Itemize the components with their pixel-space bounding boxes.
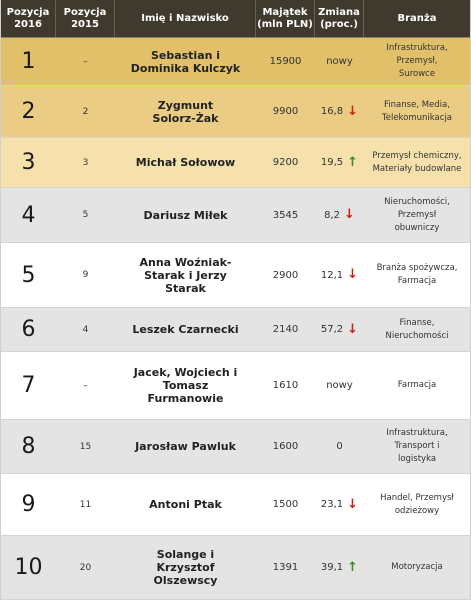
assets-value: 9900 [272, 106, 299, 117]
rank-2016: 1 [21, 49, 36, 74]
industry [364, 474, 470, 535]
table-row [1, 243, 470, 308]
change-value: 12,1 [320, 269, 344, 281]
industry [364, 243, 470, 307]
header-rank-2016 [1, 0, 56, 37]
rank-2015: 20 [79, 562, 92, 573]
rank-2016: 9 [21, 492, 36, 517]
industry-line: Finanse, Nieruchomości [385, 317, 449, 341]
assets-value: 2900 [272, 269, 299, 281]
person-name-line: Sebastian i [150, 48, 221, 62]
table-row [1, 352, 470, 420]
industry-line: obuwniczy [394, 222, 440, 233]
person-name [115, 474, 256, 535]
assets-value: 1500 [272, 499, 299, 510]
arrow-down-icon: ↓ [347, 267, 359, 282]
rank-2015: 4 [82, 324, 89, 335]
industry [364, 420, 470, 473]
arrow-up-icon: ↑ [347, 559, 359, 575]
person-name-line: Anna Woźniak- [139, 255, 232, 269]
header-change [315, 0, 364, 37]
rank-2015: – [83, 380, 88, 391]
arrow-down-icon: ↓ [347, 496, 359, 512]
rank-2016: 6 [21, 317, 36, 342]
industry [364, 308, 470, 351]
assets-value: 2140 [272, 324, 299, 335]
change-cell [315, 420, 364, 473]
arrow-up-icon: ↑ [347, 154, 359, 170]
change-value: nowy [326, 380, 353, 391]
header-assets-line-2: (mln PLN) [257, 18, 313, 30]
rank-2016: 3 [21, 150, 36, 175]
person-name-line: Michał Sołowow [135, 156, 236, 169]
change-value: 0 [336, 441, 343, 452]
rank-2016: 7 [21, 373, 36, 398]
industry-line: Branża spożywcza, [376, 263, 458, 273]
person-name [115, 138, 256, 187]
header-name: Imię i Nazwisko [115, 0, 256, 37]
assets-value: 15900 [269, 56, 302, 67]
rank-2015: 9 [82, 270, 89, 280]
assets-value: 1391 [272, 562, 299, 573]
table-row [1, 536, 470, 600]
person-name-line: Solorz-Żak [152, 111, 219, 125]
person-name-line: Olszewscy [153, 574, 218, 587]
rank-2015: 15 [79, 441, 92, 452]
assets-value: 9200 [272, 157, 299, 168]
industry-line: Motoryzacja [391, 562, 443, 572]
industry-line: Finanse, Media, [384, 99, 450, 110]
person-name [115, 243, 256, 307]
industry-line: Farmacja [397, 276, 437, 286]
change-cell [315, 474, 364, 535]
industry-line: Infrastruktura, Przemysł, [386, 43, 448, 66]
header-rank-2016-line-2: 2016 [14, 18, 42, 30]
header-industry: Branża [397, 12, 437, 24]
change-value: 8,2 [324, 209, 340, 221]
table-row [1, 308, 470, 352]
change-value: 16,8 [320, 106, 344, 117]
industry [364, 536, 470, 599]
person-name-line: Furmanowie [147, 392, 224, 405]
table-row [1, 420, 470, 474]
header-assets [256, 0, 315, 37]
person-name [115, 86, 256, 137]
industry [364, 86, 470, 137]
rank-2016: 10 [14, 555, 43, 580]
industry-line: Handel, Przemysł [380, 492, 454, 503]
table-row [1, 86, 470, 138]
person-name-line: Antoni Ptak [149, 498, 222, 511]
person-name [115, 536, 256, 599]
person-name [115, 420, 256, 473]
person-name [115, 188, 256, 242]
person-name-line: Dariusz Miłek [143, 208, 228, 222]
rank-2015: 11 [79, 499, 92, 510]
change-value: 57,2 [320, 324, 344, 335]
rank-2015: 2 [82, 106, 89, 117]
header-rank-2015-line-1: Pozycja [63, 6, 107, 18]
industry-line: Telekomunikacja [381, 112, 453, 123]
person-name-line: Zygmunt [157, 98, 214, 112]
header-rank-2016-line-1: Pozycja [6, 6, 50, 18]
industry-line: Materiały budowlane [372, 163, 462, 174]
arrow-down-icon: ↓ [347, 321, 359, 337]
table-row [1, 188, 470, 243]
rank-2016: 4 [21, 202, 36, 228]
rank-2016: 8 [21, 434, 36, 459]
person-name-line: Dominika Kulczyk [130, 61, 241, 75]
industry [364, 352, 470, 419]
industry-line: Nieruchomości, Przemysł [384, 196, 450, 220]
industry-line: Przemysł chemiczny, [372, 150, 462, 161]
table-row [1, 138, 470, 188]
change-cell [315, 138, 364, 187]
header-change-line-2: (proc.) [320, 18, 358, 30]
change-value: nowy [326, 56, 353, 67]
person-name [115, 352, 256, 419]
industry [364, 138, 470, 187]
table-row [1, 474, 470, 536]
header-rank-2015-line-2: 2015 [71, 18, 99, 30]
arrow-down-icon: ↓ [347, 103, 359, 119]
assets-value: 1610 [272, 380, 299, 391]
change-cell [315, 86, 364, 137]
header-assets-line-1: Majątek [262, 6, 308, 18]
person-name [115, 38, 256, 85]
industry-line: Infrastruktura, Transport i [386, 428, 448, 451]
industry [364, 38, 470, 85]
person-name-line: Tomasz [162, 379, 209, 392]
rank-2015: – [83, 56, 88, 67]
person-name-line: Jacek, Wojciech i [133, 366, 238, 379]
person-name-line: Starak i Jerzy [144, 268, 227, 282]
person-name-line: Leszek Czarnecki [132, 323, 239, 336]
person-name-line: Jarosław Pawluk [135, 440, 236, 453]
person-name [115, 308, 256, 351]
change-value: 19,5 [320, 157, 344, 168]
change-cell [315, 536, 364, 599]
person-name-line: Krzysztof [156, 561, 215, 574]
assets-value: 1600 [272, 441, 299, 452]
change-cell [315, 188, 364, 242]
change-cell [315, 243, 364, 307]
table-header [1, 0, 470, 38]
person-name-line: Solange i [156, 548, 215, 561]
rank-2016: 5 [21, 262, 36, 288]
change-cell [315, 308, 364, 351]
change-cell [315, 352, 364, 419]
table-body [1, 38, 470, 600]
assets-value: 3545 [272, 209, 299, 221]
header-change-line-1: Zmiana [318, 6, 360, 18]
industry-line: Farmacja [397, 380, 437, 390]
rank-2015: 5 [82, 210, 89, 220]
industry [364, 188, 470, 242]
industry-line: logistyka [397, 454, 437, 464]
industry-line: odzieżowy [394, 505, 440, 516]
change-value: 39,1 [320, 562, 344, 573]
table-row [1, 38, 470, 86]
industry-line: Surowce [398, 69, 436, 79]
change-cell [315, 38, 364, 85]
person-name-line: Starak [165, 281, 206, 295]
header-rank-2015 [56, 0, 115, 37]
rank-2015: 3 [82, 157, 89, 168]
change-value: 23,1 [320, 499, 344, 510]
rank-2016: 2 [21, 99, 36, 124]
arrow-down-icon: ↓ [344, 207, 355, 222]
